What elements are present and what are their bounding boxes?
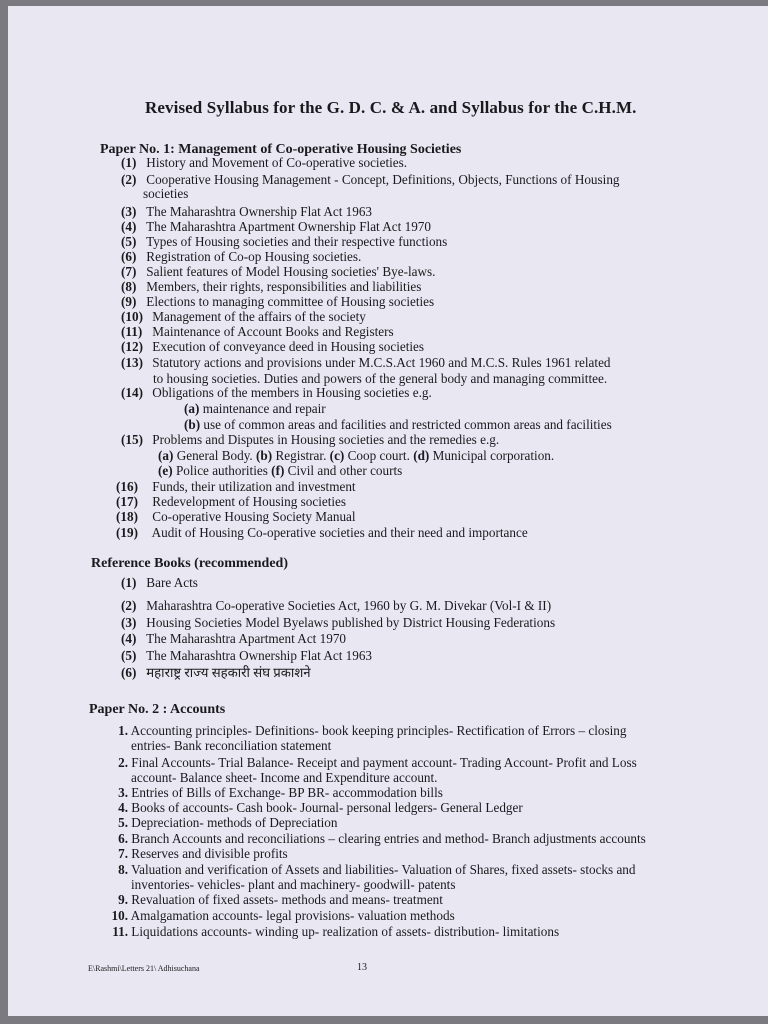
list-item: (12) Execution of conveyance deed in Housing societies [121,339,425,354]
list-item: (6) Registration of Co-op Housing societies. [121,249,362,264]
list-item: 6. Branch Accounts and reconciliations – clearing entries and method- Branch adjustments accounts [118,831,646,846]
list-item: (1) History and Movement of Co-operative societies. [121,155,408,170]
list-item-continuation: entries- Bank reconciliation statement [131,738,332,753]
paper2-heading: Paper No. 2 : Accounts [89,702,226,717]
list-item: 5. Depreciation- methods of Depreciation [118,815,338,830]
list-item: (10) Management of the affairs of the society [121,309,366,324]
page-number: 13 [357,962,367,973]
reference-item: (6) महाराष्ट्र राज्य सहकारी संघ प्रकाशने [121,665,311,680]
list-item: (2) Cooperative Housing Management - Concept, Definitions, Objects, Functions of Housing [121,172,620,187]
list-item: 11. Liquidations accounts- winding up- realization of assets- distribution- limitations [112,924,560,939]
list-item: (14) Obligations of the members in Housing societies e.g. [121,385,432,400]
list-item: 2. Final Accounts- Trial Balance- Receipt and payment account- Trading Account- Profit and Loss [118,755,637,770]
sub-item: (a) maintenance and repair [184,401,326,416]
list-item: (8) Members, their rights, responsibilities and liabilities [121,279,422,294]
list-item: (19) Audit of Housing Co-operative societies and their need and importance [116,525,528,540]
list-item: (17) Redevelopment of Housing societies [116,494,347,509]
list-item: (5) Types of Housing societies and their respective functions [121,234,448,249]
reference-item: (4) The Maharashtra Apartment Act 1970 [121,631,347,646]
list-item: (9) Elections to managing committee of Housing societies [121,294,435,309]
list-item: (18) Co-operative Housing Society Manual [116,509,356,524]
reference-item: (1) Bare Acts [121,575,198,590]
list-item-continuation: inventories- vehicles- plant and machinery- goodwill- patents [131,877,456,892]
document-title: Revised Syllabus for the G. D. C. & A. and Syllabus for the C.H.M. [145,98,637,117]
reference-item: (5) The Maharashtra Ownership Flat Act 1963 [121,648,373,663]
list-item: (16) Funds, their utilization and investment [116,479,356,494]
list-item: (3) The Maharashtra Ownership Flat Act 1963 [121,204,373,219]
sub-item: (b) use of common areas and facilities and restricted common areas and facilities [184,417,612,432]
list-item-continuation: to housing societies. Duties and powers of the general body and managing committee. [153,371,608,386]
reference-item: (2) Maharashtra Co-operative Societies Act, 1960 by G. M. Divekar (Vol-I & II) [121,598,552,613]
references-heading: Reference Books (recommended) [91,556,288,571]
list-item: (11) Maintenance of Account Books and Registers [121,324,394,339]
footer-file-path: E\Rashmi\Letters 21\ Adhisuchana [88,964,200,973]
document-page [8,6,768,1016]
list-item: (4) The Maharashtra Apartment Ownership Flat Act 1970 [121,219,431,234]
list-item: 10. Amalgamation accounts- legal provisions- valuation methods [111,908,455,923]
list-item: 8. Valuation and verification of Assets and liabilities- Valuation of Shares, fixed assets- stocks and [118,862,636,877]
list-item: 3. Entries of Bills of Exchange- BP BR- accommodation bills [118,785,443,800]
list-item: (13) Statutory actions and provisions under M.C.S.Act 1960 and M.C.S. Rules 1961 related [121,355,611,370]
sub-item: (a) General Body. (b) Registrar. (c) Coop court. (d) Municipal corporation. [158,448,555,463]
sub-item: (e) Police authorities (f) Civil and other courts [158,463,403,478]
list-item: 7. Reserves and divisible profits [118,846,288,861]
list-item: (7) Salient features of Model Housing societies' Bye-laws. [121,264,436,279]
reference-item: (3) Housing Societies Model Byelaws published by District Housing Federations [121,615,556,630]
list-item: (15) Problems and Disputes in Housing societies and the remedies e.g. [121,432,500,447]
list-item-continuation: societies [143,186,189,201]
paper1-heading: Paper No. 1: Management of Co-operative Housing Societies [100,142,462,157]
list-item: 1. Accounting principles- Definitions- book keeping principles- Rectification of Errors – closing [118,723,627,738]
list-item: 4. Books of accounts- Cash book- Journal- personal ledgers- General Ledger [118,800,523,815]
list-item: 9. Revaluation of fixed assets- methods and means- treatment [118,892,443,907]
list-item-continuation: account- Balance sheet- Income and Expenditure account. [131,770,438,785]
